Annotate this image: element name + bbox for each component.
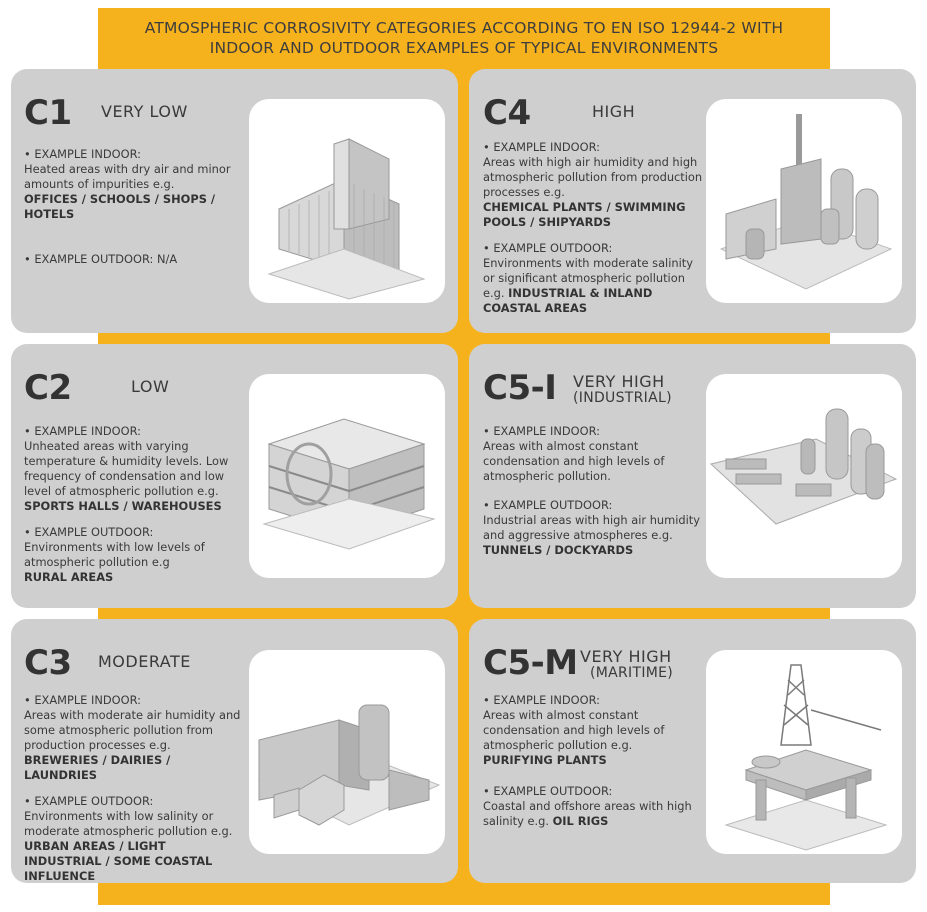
indoor-examples: BREWERIES / DAIRIES / LAUNDRIES (24, 753, 171, 782)
category-level: VERY LOW (101, 102, 188, 121)
category-description (483, 693, 705, 829)
category-description (24, 424, 246, 585)
panel-c1 (11, 69, 458, 333)
title-line-1: ATMOSPHERIC CORROSIVITY CATEGORIES ACCORDING TO EN ISO 12944-2 WITH (144, 19, 784, 37)
indoor-text: Heated areas with dry air and minor amounts of impurities e.g. (24, 162, 231, 191)
category-code: C4 (483, 93, 531, 133)
level-sub: (MARITIME) (590, 665, 674, 681)
outdoor-text: Environments with low levels of atmospheric pollution e.g (24, 540, 205, 569)
outdoor-label: • EXAMPLE OUTDOOR: (24, 525, 154, 539)
level-sub: (INDUSTRIAL) (573, 390, 672, 406)
category-level (573, 374, 672, 406)
indoor-label: • EXAMPLE INDOOR: (24, 693, 141, 707)
level-main: VERY HIGH (580, 647, 672, 666)
category-code: C1 (24, 93, 72, 133)
outdoor-examples: TUNNELS / DOCKYARDS (483, 543, 634, 557)
dockyard-icon (706, 374, 902, 578)
category-level (580, 649, 673, 681)
outdoor-examples: INDUSTRIAL & INLAND COASTAL AREAS (483, 286, 653, 315)
outdoor-text: Industrial areas with high air humidity and aggressive atmospheres e.g. (483, 513, 700, 542)
indoor-text: Areas with almost constant condensation and high levels of atmospheric pollution. (483, 439, 665, 483)
category-code: C3 (24, 643, 72, 683)
outdoor-label: • EXAMPLE OUTDOOR: (24, 794, 154, 808)
chemical-plant-icon (706, 99, 902, 303)
oil-rig-icon (706, 650, 902, 854)
indoor-text: Areas with almost constant condensation and high levels of atmospheric pollution e.g. (483, 708, 665, 752)
outdoor-examples: OIL RIGS (552, 814, 609, 828)
outdoor-label: • EXAMPLE OUTDOOR: (483, 241, 613, 255)
indoor-label: • EXAMPLE INDOOR: (24, 147, 141, 161)
indoor-label: • EXAMPLE INDOOR: (483, 693, 600, 707)
parking-garage-icon (249, 374, 445, 578)
title-line-2: INDOOR AND OUTDOOR EXAMPLES OF TYPICAL ENVIRONMENTS (209, 39, 719, 57)
outdoor-label: • EXAMPLE OUTDOOR: N/A (24, 252, 178, 266)
indoor-examples: CHEMICAL PLANTS / SWIMMING POOLS / SHIPYARDS (483, 200, 686, 229)
category-code: C5-I (483, 368, 557, 408)
category-level: MODERATE (98, 652, 191, 671)
panel-c4 (469, 69, 916, 333)
panel-c3 (11, 619, 458, 883)
outdoor-label: • EXAMPLE OUTDOOR: (483, 784, 613, 798)
outdoor-text: Environments with low salinity or moderate atmospheric pollution e.g. (24, 809, 233, 838)
category-level: LOW (131, 377, 170, 396)
brewery-icon (249, 650, 445, 854)
category-level: HIGH (592, 102, 636, 121)
level-main: VERY HIGH (573, 372, 665, 391)
outdoor-examples: RURAL AREAS (24, 570, 114, 584)
panel-c5i (469, 344, 916, 608)
outdoor-text: Environments with moderate salinity or significant atmospheric pollution e.g. (483, 256, 693, 300)
category-description (483, 424, 705, 558)
indoor-label: • EXAMPLE INDOOR: (24, 424, 141, 438)
category-description (483, 140, 705, 316)
indoor-text: Areas with high air humidity and high atmospheric pollution from production processes e.g. (483, 155, 703, 199)
indoor-text: Areas with moderate air humidity and some atmospheric pollution from production processes e.g. (24, 708, 241, 752)
indoor-text: Unheated areas with varying temperature & humidity levels. Low frequency of condensation and low level of atmospheric pollution e.g. (24, 439, 229, 498)
indoor-examples: OFFICES / SCHOOLS / SHOPS / HOTELS (24, 192, 216, 221)
category-description (24, 693, 246, 884)
indoor-examples: SPORTS HALLS / WAREHOUSES (24, 499, 222, 513)
panel-c5m (469, 619, 916, 883)
outdoor-label: • EXAMPLE OUTDOOR: (483, 498, 613, 512)
category-code: C2 (24, 368, 72, 408)
page-title (98, 8, 830, 68)
outdoor-examples: URBAN AREAS / LIGHT INDUSTRIAL / SOME COASTAL INFLUENCE (24, 839, 213, 883)
category-description (24, 147, 246, 267)
indoor-label: • EXAMPLE INDOOR: (483, 140, 600, 154)
panel-c2 (11, 344, 458, 608)
category-code: C5-M (483, 643, 578, 683)
indoor-examples: PURIFYING PLANTS (483, 753, 607, 767)
indoor-label: • EXAMPLE INDOOR: (483, 424, 600, 438)
outdoor-text: Coastal and offshore areas with high salinity e.g. (483, 799, 692, 828)
office-building-icon (249, 99, 445, 303)
